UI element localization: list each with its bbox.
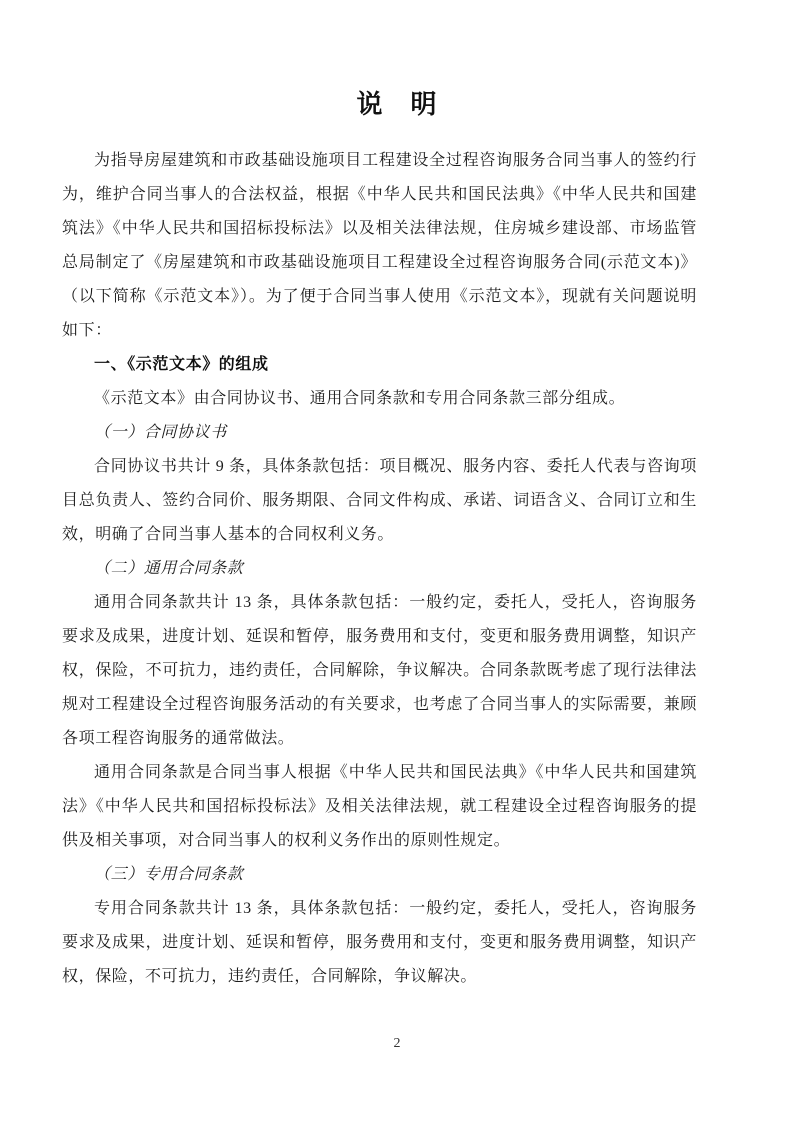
contract-agreement-paragraph: 合同协议书共计 9 条，具体条款包括：项目概况、服务内容、委托人代表与咨询项目总负责人、签约合同价、服务期限、合同文件构成、承诺、词语含义、合同订立和生效，明确了合同当事人基本的合同权利义务。 [62,458,697,543]
composition-summary-paragraph: 《示范文本》由合同协议书、通用合同条款和专用合同条款三部分组成。 [94,390,626,407]
intro-paragraph: 为指导房屋建筑和市政基础设施项目工程建设全过程咨询服务合同当事人的签约行为，维护合同当事人的合法权益，根据《中华人民共和国民法典》《中华人民共和国建筑法》《中华人民共和国招标投标法》以及相关法律法规，住房城乡建设部、市场监管总局制定了《房屋建筑和市政基础设施项目工程建设全过程咨询服务合同(示范文本)》（以下简称《示范文本》）。为了便于合同当事人使用《示范文本》，现就有关问题说明如下： [62,152,697,339]
document-body [62,144,697,994]
subheading-special-terms: （三）专用合同条款 [94,866,244,883]
page-number: 2 [393,1036,401,1051]
section-heading-composition: 一、《示范文本》的组成 [94,356,269,373]
special-terms-paragraph: 专用合同条款共计 13 条，具体条款包括：一般约定，委托人，受托人，咨询服务要求及成果，进度计划、延误和暂停，服务费用和支付，变更和服务费用调整，知识产权，保险，不可抗力，违约责任，合同解除，争议解决。 [62,900,697,985]
subheading-general-terms: （二）通用合同条款 [94,560,244,577]
subheading-contract-agreement: （一）合同协议书 [94,424,227,441]
general-terms-paragraph-2: 通用合同条款是合同当事人根据《中华人民共和国民法典》《中华人民共和国建筑法》《中华人民共和国招标投标法》及相关法律法规，就工程建设全过程咨询服务的提供及相关事项，对合同当事人的权利义务作出的原则性规定。 [62,764,697,849]
general-terms-paragraph-1: 通用合同条款共计 13 条，具体条款包括：一般约定，委托人，受托人，咨询服务要求及成果，进度计划、延误和暂停，服务费用和支付，变更和服务费用调整，知识产权，保险，不可抗力，违约责任，合同解除，争议解决。合同条款既考虑了现行法律法规对工程建设全过程咨询服务活动的有关要求，也考虑了合同当事人的实际需要，兼顾各项工程咨询服务的通常做法。 [62,594,697,747]
document-title: 说 明 [356,89,438,119]
page-footer [0,1034,794,1052]
